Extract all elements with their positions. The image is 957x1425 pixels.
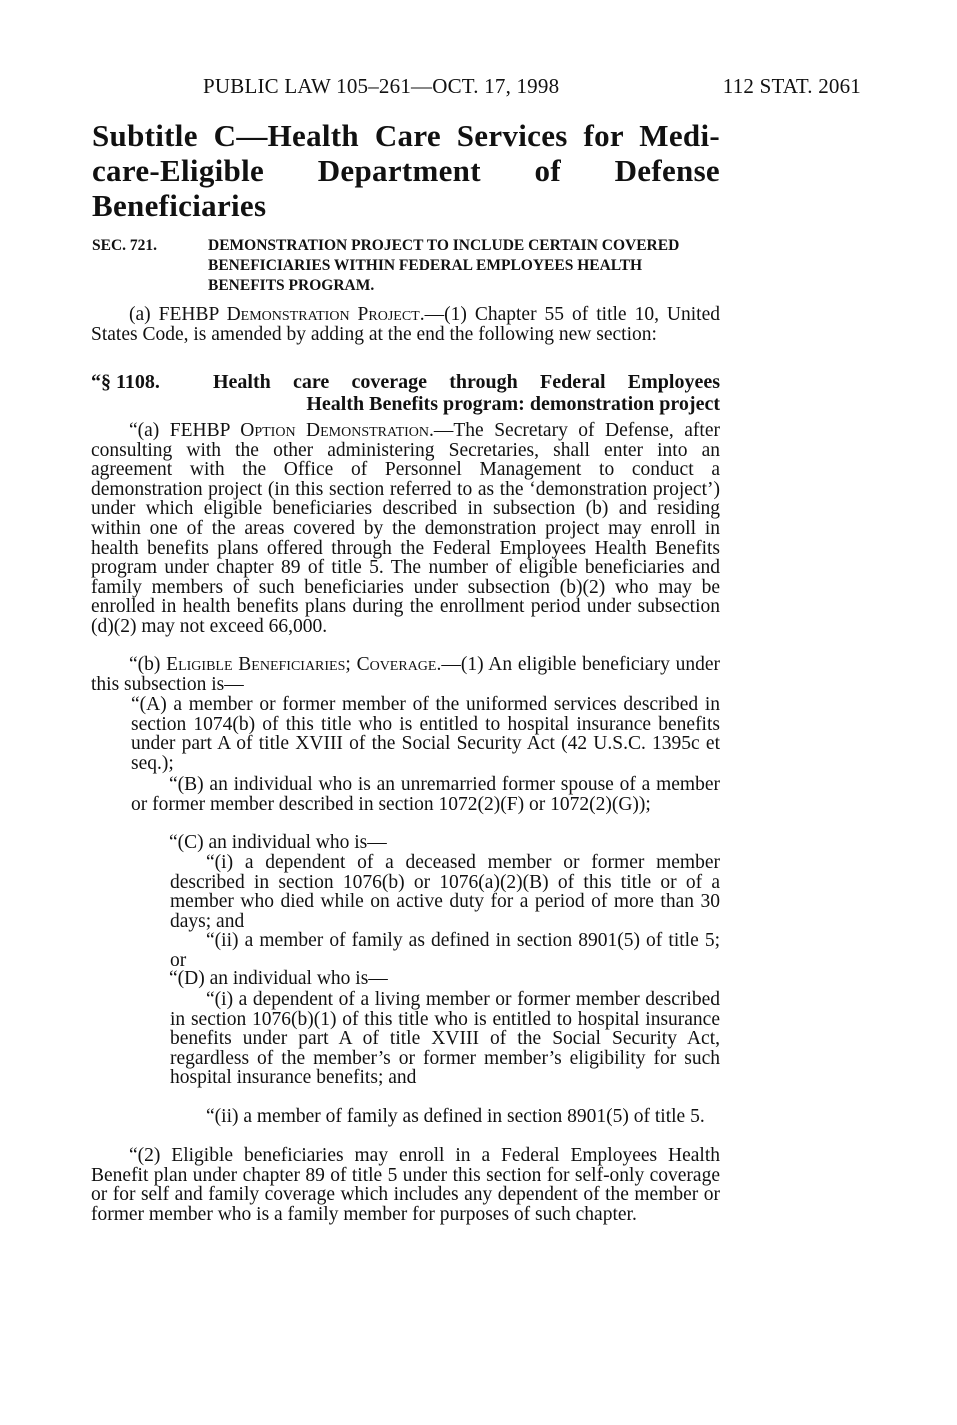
subsection-b-heading: Eligible Beneficiaries; Coverage.: [166, 654, 442, 675]
running-header: [203, 74, 861, 104]
subsection-a: [91, 421, 720, 637]
new-section-title-line-2: Health Benefits program: demonstration project: [306, 393, 720, 415]
subsection-b: [91, 655, 720, 694]
subtitle-line-2: care-Eligible Department of Defense: [92, 153, 720, 188]
paragraph-a-heading: FEHBP Demonstration Project.: [158, 304, 425, 325]
subsection-b-label: “(b): [129, 654, 167, 675]
new-section-title: [213, 371, 720, 415]
subsection-b-text: —(1) An eligible beneficiary under this subsection is—: [91, 654, 720, 695]
item-C-ii: “(ii) a member of family as defined in section 8901(5) of title 5; or: [170, 930, 720, 971]
paragraph-a: [91, 305, 720, 344]
item-B: “(B) an individual who is an unremarried former spouse of a member or former member described in section 1072(2)(F) or 1072(2)(G));: [131, 774, 720, 815]
new-section-title-line-1: Health care coverage through Federal Employees: [213, 371, 720, 393]
item-D-ii: “(ii) a member of family as defined in section 8901(5) of title 5.: [206, 1106, 705, 1127]
paragraph-2: “(2) Eligible beneficiaries may enroll in a Federal Employees Health Benefit plan under chapter 89 of title 5 under this section for self-only coverage or for self and family coverage which includes any dependent of the member or former member who is a family member for purposes of such chapter.: [91, 1145, 720, 1225]
header-stat-page: 112 STAT. 2061: [722, 74, 861, 98]
new-section-number: “§ 1108.: [91, 371, 160, 393]
paragraph-a-text: —(1) Chapter 55 of title 10, United States Code, is amended by adding at the end the following new section:: [91, 304, 720, 345]
subsection-a-heading: FEHBP Option Demonstration.: [169, 420, 434, 441]
section-number: SEC. 721.: [92, 237, 158, 254]
header-citation: PUBLIC LAW 105–261—OCT. 17, 1998: [203, 74, 560, 98]
item-D: “(D) an individual who is—: [169, 968, 388, 989]
section-title: DEMONSTRATION PROJECT TO INCLUDE CERTAIN COVERED BENEFICIARIES WITHIN FEDERAL EMPLOYEES HEALTH BENEFITS PROGRAM.: [208, 237, 680, 294]
subtitle-line-1: Subtitle C—Health Care Services for Medi-: [92, 118, 720, 153]
item-C-i: “(i) a dependent of a deceased member or former member described in section 1076(b) or 1076(a)(2)(B) of this title or of a member who died while on active duty for a period of more than 30 days; and: [170, 852, 720, 932]
subtitle-heading: [92, 118, 720, 223]
subtitle-line-3: Beneficiaries: [92, 188, 267, 223]
subsection-a-text: —The Secretary of Defense, after consulting with the other administering Secretaries, shall enter into an agreement with the Office of Personnel Management to conduct a demonstration project (in this section referred to as the ‘demonstration project’) under which eligible beneficiaries described in subsection (b) and residing within one of the areas covered by the demonstration project may enroll in health benefits plans offered through the Federal Employees Health Benefits program under chapter 89 of title 5. The number of eligible beneficiaries and family members of such beneficiaries under subsection (b)(2) who may be enrolled in health benefits plans during the enrollment period under subsection (d)(2) may not exceed 66,000.: [91, 420, 720, 637]
paragraph-a-label: (a): [129, 304, 159, 325]
item-D-i: “(i) a dependent of a living member or former member described in section 1076(b)(1) of this title who is entitled to hospital insurance benefits under part A of title XVIII of the Social Security Act, regardless of the member’s or former member’s eligibility for such hospital insurance benefits; and: [170, 989, 720, 1089]
item-A: “(A) a member or former member of the uniformed services described in section 1074(b) of this title who is entitled to hospital insurance benefits under part A of title XVIII of the Social Security Act (42 U.S.C. 1395c et seq.);: [131, 694, 720, 774]
item-C: “(C) an individual who is—: [169, 832, 387, 853]
subsection-a-label: “(a): [129, 420, 170, 441]
